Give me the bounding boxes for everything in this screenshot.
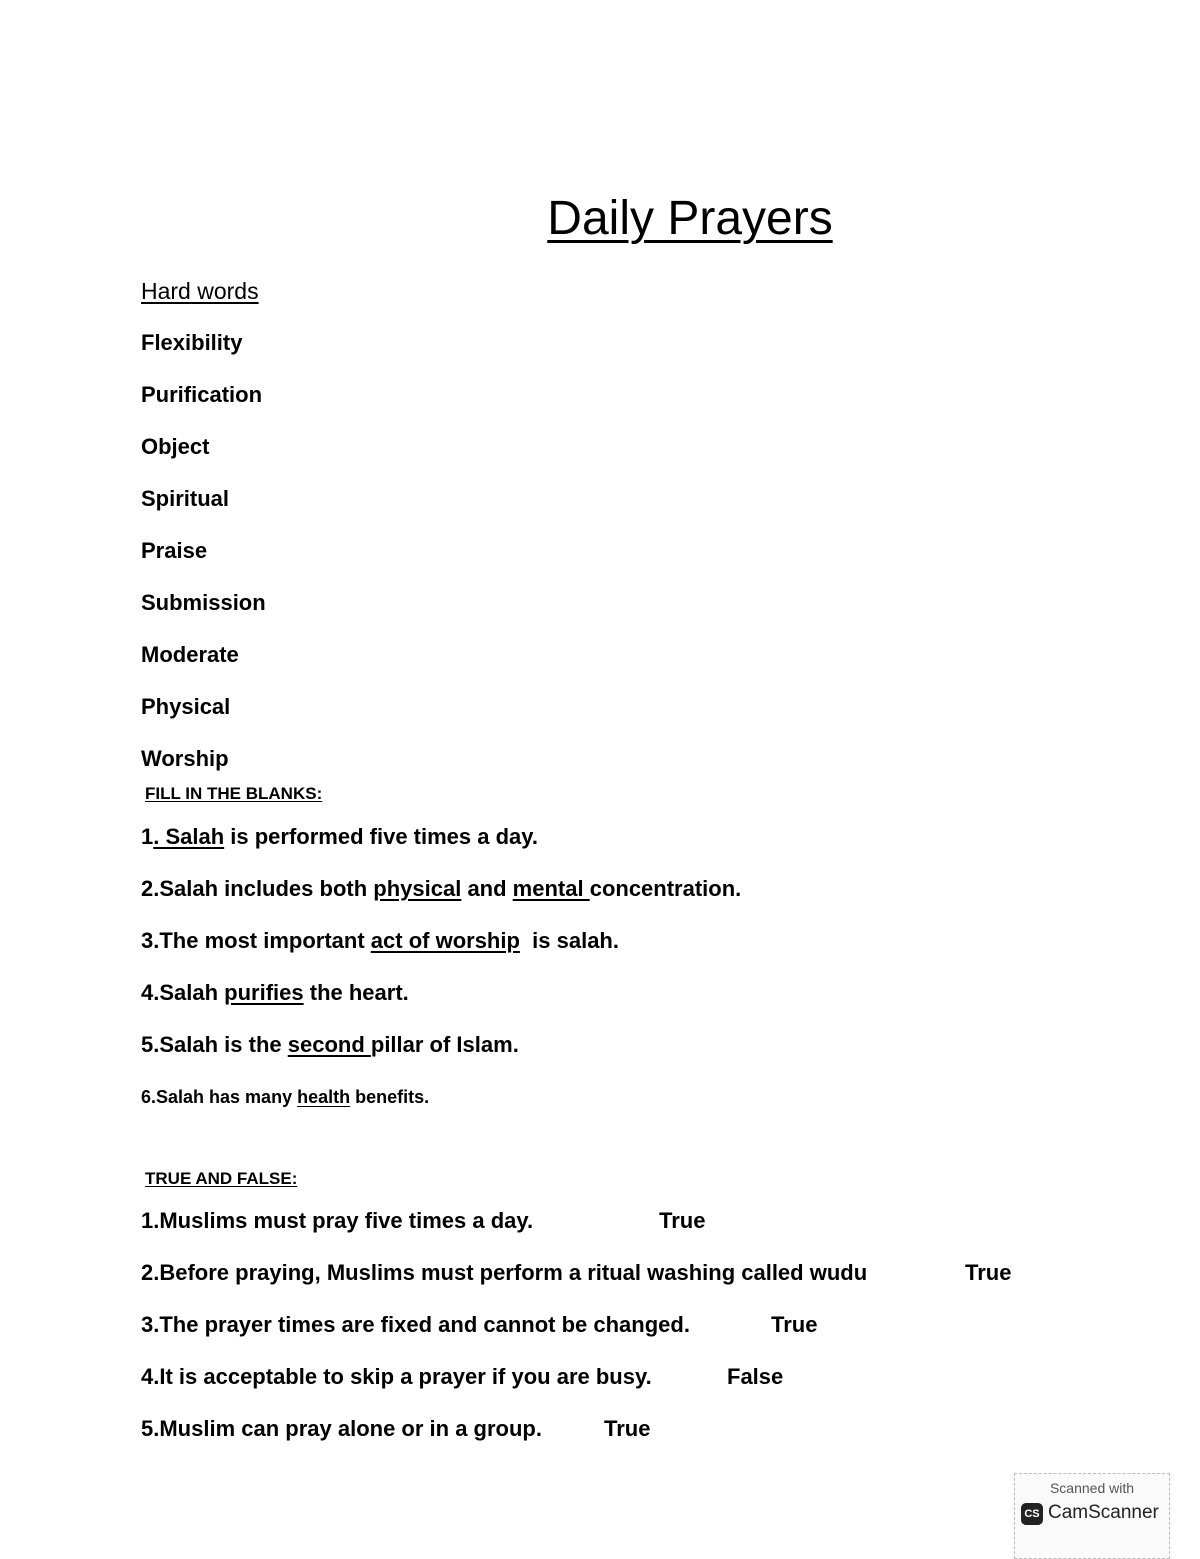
fill-question-2 — [141, 863, 1141, 915]
true-false-heading: TRUE AND FALSE: — [145, 1169, 298, 1188]
hard-words-heading: Hard words — [141, 278, 259, 304]
statement: 1.Muslims must pray five times a day. — [141, 1208, 534, 1233]
answer: True — [659, 1208, 706, 1233]
camscanner-logo-icon: CS — [1021, 1503, 1043, 1525]
answer-blank: health — [297, 1087, 351, 1107]
worksheet-content — [141, 274, 1141, 1455]
question-text: 4.Salah — [141, 980, 225, 1005]
hard-word: Spiritual — [141, 486, 230, 511]
question-number: 1 — [141, 824, 154, 849]
hard-word: Praise — [141, 538, 208, 563]
hard-word: Moderate — [141, 642, 239, 667]
hard-words-list — [141, 317, 1141, 785]
question-text: benefits. — [350, 1087, 430, 1107]
watermark-brand: CamScanner — [1048, 1502, 1159, 1523]
statement: 5.Muslim can pray alone or in a group. — [141, 1416, 542, 1441]
true-false-item — [141, 1403, 1141, 1455]
question-text: 6.Salah has many — [141, 1087, 298, 1107]
question-text: pillar of Islam. — [370, 1032, 519, 1057]
page-title: Daily Prayers — [547, 192, 833, 245]
statement: 2.Before praying, Muslims must perform a ritual washing called wudu — [141, 1260, 868, 1285]
fill-question-3 — [141, 915, 1141, 967]
fill-question-5 — [141, 1019, 1141, 1071]
answer: True — [965, 1260, 1012, 1285]
question-text: the heart. — [303, 980, 409, 1005]
answer: False — [727, 1364, 784, 1389]
true-false-list — [141, 1195, 1141, 1455]
true-false-item — [141, 1299, 1141, 1351]
answer-blank: second — [287, 1032, 371, 1057]
answer-blank: mental — [512, 876, 590, 901]
hard-word: Physical — [141, 694, 231, 719]
fill-question-1 — [141, 811, 1141, 863]
statement: 3.The prayer times are fixed and cannot be changed. — [141, 1312, 690, 1337]
answer-blank: physical — [373, 876, 462, 901]
answer: True — [771, 1312, 818, 1337]
hard-word: Submission — [141, 590, 266, 615]
hard-word: Flexibility — [141, 330, 243, 355]
true-false-item — [141, 1247, 1141, 1299]
question-text: and — [461, 876, 513, 901]
fill-question-6 — [141, 1071, 1141, 1119]
answer-blank: act of worship — [370, 928, 520, 953]
question-text: is salah. — [519, 928, 619, 953]
question-text: 5.Salah is the — [141, 1032, 288, 1057]
hard-word: Object — [141, 434, 210, 459]
fill-in-blanks-list — [141, 811, 1141, 1119]
watermark-caption: Scanned with — [1049, 1480, 1135, 1496]
hard-word: Worship — [141, 746, 229, 771]
true-false-item — [141, 1195, 1141, 1247]
fill-question-4 — [141, 967, 1141, 1019]
question-text: is performed five times a day. — [224, 824, 538, 849]
answer-blank: . Salah — [153, 824, 225, 849]
true-false-item — [141, 1351, 1141, 1403]
question-text: concentration. — [589, 876, 742, 901]
statement: 4.It is acceptable to skip a prayer if you are busy. — [141, 1364, 652, 1389]
answer-blank: purifies — [224, 980, 304, 1005]
question-text: 3.The most important — [141, 928, 371, 953]
question-text: 2.Salah includes both — [141, 876, 374, 901]
hard-word: Purification — [141, 382, 263, 407]
camscanner-watermark — [1014, 1473, 1170, 1559]
answer: True — [604, 1416, 651, 1441]
fill-in-blanks-heading: FILL IN THE BLANKS: — [145, 784, 323, 803]
